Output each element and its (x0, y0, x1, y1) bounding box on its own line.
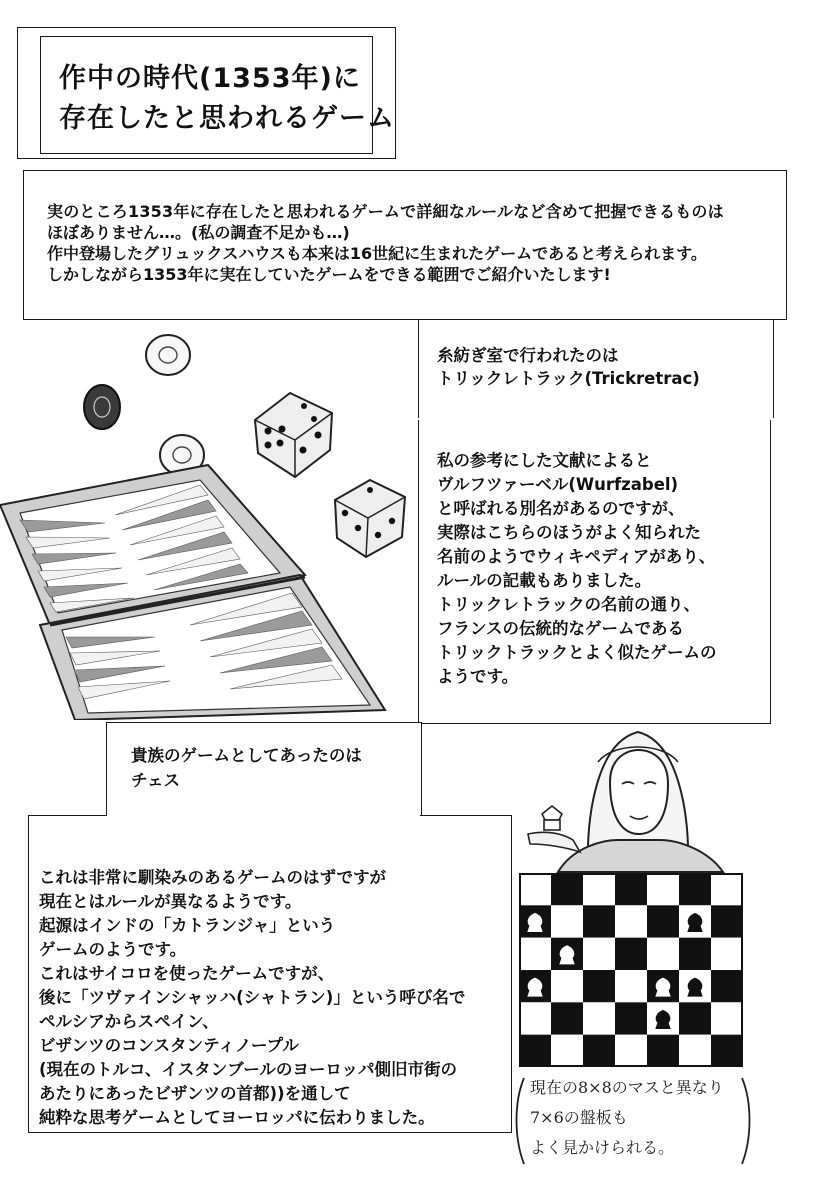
trick-body-7: トリックレトラックの名前の通り、 (437, 595, 701, 614)
trick-body-5: 名前のようでウィキペディアがあり、 (437, 547, 716, 566)
chess-piece (688, 978, 702, 996)
page-title-line-2: 存在したと思われるゲーム (59, 103, 395, 134)
frame-joint (418, 418, 775, 420)
intro-text-3: 作中登場したグリュックスハウスも本来は16世紀に生まれたゲームであると考えられます。 (47, 244, 707, 263)
note-line-3: よく見かけられる。 (530, 1138, 675, 1157)
chess-square (551, 1002, 583, 1034)
chess-square (519, 1002, 551, 1034)
trick-body-9: トリックトラックとよく似たゲームの (437, 643, 717, 662)
chess-square (679, 1035, 711, 1067)
trick-body-8: フランスの伝統的なゲームである (437, 619, 685, 638)
chess-piece (656, 978, 670, 996)
frame-joint-2 (107, 814, 420, 817)
chess-square (583, 1002, 615, 1034)
chess-body-8: ビザンツのコンスタンティノープル (39, 1036, 299, 1055)
chess-square (647, 1035, 679, 1067)
chess-body-4: ゲームのようです。 (39, 940, 187, 959)
chess-square (711, 1035, 743, 1067)
trick-body-4: 実際はこちらのほうがよく知られた (437, 523, 701, 542)
chess-piece (528, 914, 542, 932)
chess-square (519, 938, 551, 970)
chess-body-3: 起源はインドの「カトランジャ」という (39, 916, 336, 935)
trick-body-6: ルールの記載もありました。 (437, 571, 652, 590)
trick-body-2: ヴルフツァーベル(Wurfzabel) (437, 475, 679, 494)
chess-square (647, 873, 679, 905)
chess-piece (560, 946, 574, 964)
chess-square (679, 1002, 711, 1034)
intro-text-2: ほぼありません…。(私の調査不足かも…) (47, 223, 350, 242)
chess-body-9: (現在のトルコ、イスタンブールのヨーロッパ側旧市街の (39, 1060, 458, 1079)
chess-square (615, 938, 647, 970)
note-line-2: 7×6の盤板も (530, 1108, 628, 1127)
chess-body-6: 後に「ツヴァインシャッハ(シャトラン)」という呼び名で (39, 988, 466, 1007)
chess-square (615, 873, 647, 905)
trick-heading-1: 糸紡ぎ室で行われたのは (437, 346, 619, 365)
chess-square (551, 970, 583, 1002)
chess-square (551, 873, 583, 905)
chess-square (711, 873, 743, 905)
chess-heading-2: チェス (131, 771, 181, 790)
note-line-1: 現在の8×8のマスと異なり (530, 1078, 724, 1097)
chess-square (615, 970, 647, 1002)
trick-heading-2: トリックレトラック(Trickretrac) (437, 369, 700, 388)
chess-square (519, 873, 551, 905)
chess-square (615, 1035, 647, 1067)
chess-square (711, 905, 743, 937)
chess-square (679, 938, 711, 970)
intro-text-4: しかしながら1353年に実在していたゲームをできる範囲でご紹介いたします! (47, 265, 611, 284)
chess-square (583, 873, 615, 905)
chess-square (647, 938, 679, 970)
chess-square (711, 1002, 743, 1034)
chess-piece (656, 1011, 670, 1029)
trick-body-1: 私の参考にした文献によると (437, 451, 652, 470)
backgammon-board-illustration (0, 325, 420, 720)
intro-text-1: 実のところ1353年に存在したと思われるゲームで詳細なルールなど含めて把握できるものは (47, 202, 724, 221)
chess-body-11: 純粋な思考ゲームとしてヨーロッパに伝わりました。 (39, 1108, 435, 1127)
chess-square (615, 905, 647, 937)
chess-body-2: 現在とはルールが異なるようです。 (39, 892, 302, 911)
chess-piece (528, 978, 542, 996)
board (0, 465, 385, 720)
chess-square (519, 1035, 551, 1067)
trick-body-3: と呼ばれる別名があるのですが、 (437, 499, 685, 518)
chess-square (647, 905, 679, 937)
chess-body-1: これは非常に馴染みのあるゲームのはずですが (39, 868, 386, 887)
character-illustration (518, 722, 758, 882)
chess-square (583, 905, 615, 937)
trick-body-10: ようです。 (437, 667, 519, 686)
chess-body-7: ペルシアからスペイン、 (39, 1012, 219, 1031)
game-pieces (84, 335, 204, 475)
chess-body-5: これはサイコロを使ったゲームですが、 (39, 964, 335, 983)
chess-square (615, 1002, 647, 1034)
chess-body-10: あたりにあったビザンツの首都))を通して (39, 1084, 351, 1103)
chess-square (551, 905, 583, 937)
dice (255, 393, 405, 557)
chess-square (679, 873, 711, 905)
chess-square (583, 1035, 615, 1067)
chess-square (551, 1035, 583, 1067)
chess-piece (688, 914, 702, 932)
chess-square (583, 970, 615, 1002)
chess-square (711, 970, 743, 1002)
chess-heading-1: 貴族のゲームとしてあったのは (131, 746, 362, 765)
chess-square (583, 938, 615, 970)
chess-square (711, 938, 743, 970)
page-title-line-1: 作中の時代(1353年)に (59, 63, 361, 94)
chess-board-illustration (519, 873, 743, 1067)
